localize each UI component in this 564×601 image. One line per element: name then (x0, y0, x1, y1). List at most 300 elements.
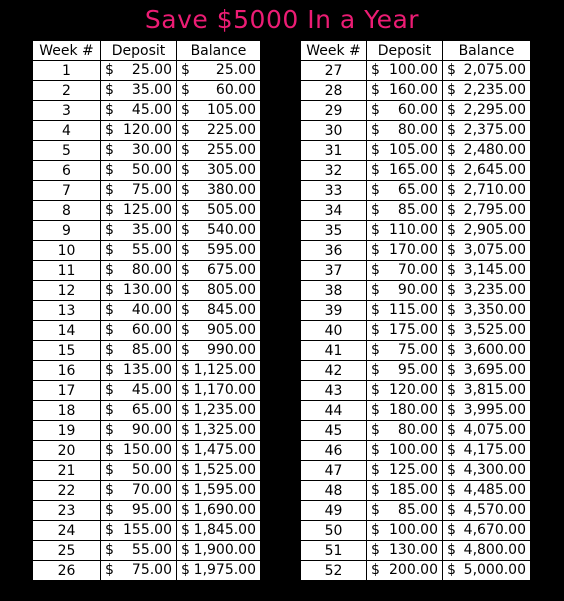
balance-cell (443, 321, 531, 341)
currency-symbol: $ (447, 502, 456, 518)
currency-symbol: $ (447, 82, 456, 98)
table-body (301, 61, 531, 581)
deposit-amount: 35.00 (131, 82, 172, 98)
currency-symbol: $ (105, 82, 114, 98)
balance-cell (177, 341, 261, 361)
currency-symbol: $ (181, 62, 190, 78)
currency-symbol: $ (181, 562, 190, 578)
week-number: 45 (301, 421, 367, 441)
currency-symbol: $ (447, 402, 456, 418)
balance-cell (177, 141, 261, 161)
deposit-cell (367, 481, 443, 501)
deposit-cell (101, 561, 177, 581)
table-row (301, 261, 531, 281)
balance-cell (177, 461, 261, 481)
currency-symbol: $ (371, 322, 380, 338)
deposit-amount: 95.00 (397, 362, 438, 378)
balance-amount: 595.00 (207, 242, 256, 258)
table-row (33, 61, 261, 81)
deposit-amount: 55.00 (131, 542, 172, 558)
currency-symbol: $ (105, 222, 114, 238)
currency-symbol: $ (105, 422, 114, 438)
balance-header: Balance (177, 41, 261, 61)
deposit-cell (367, 221, 443, 241)
balance-cell (443, 341, 531, 361)
balance-amount: 1,170.00 (193, 382, 256, 398)
table-row (33, 261, 261, 281)
deposit-amount: 95.00 (131, 502, 172, 518)
deposit-amount: 200.00 (389, 562, 438, 578)
week-number: 51 (301, 541, 367, 561)
week-number: 20 (33, 441, 101, 461)
currency-symbol: $ (371, 222, 380, 238)
currency-symbol: $ (447, 142, 456, 158)
balance-cell (443, 221, 531, 241)
currency-symbol: $ (447, 382, 456, 398)
balance-cell (177, 181, 261, 201)
balance-amount: 4,300.00 (463, 462, 526, 478)
table-row (301, 201, 531, 221)
balance-cell (177, 61, 261, 81)
currency-symbol: $ (181, 222, 190, 238)
deposit-cell (367, 461, 443, 481)
currency-symbol: $ (105, 442, 114, 458)
currency-symbol: $ (181, 102, 190, 118)
deposit-cell (367, 101, 443, 121)
week-number: 8 (33, 201, 101, 221)
deposit-cell (101, 61, 177, 81)
header-row (33, 41, 261, 61)
currency-symbol: $ (105, 242, 114, 258)
balance-cell (443, 461, 531, 481)
deposit-cell (101, 441, 177, 461)
deposit-amount: 170.00 (389, 242, 438, 258)
deposit-amount: 65.00 (131, 402, 172, 418)
table-row (301, 501, 531, 521)
table-row (33, 521, 261, 541)
header-row (301, 41, 531, 61)
balance-amount: 380.00 (207, 182, 256, 198)
currency-symbol: $ (105, 282, 114, 298)
deposit-cell (367, 281, 443, 301)
currency-symbol: $ (105, 142, 114, 158)
currency-symbol: $ (181, 502, 190, 518)
deposit-cell (101, 421, 177, 441)
deposit-amount: 40.00 (131, 302, 172, 318)
deposit-amount: 130.00 (123, 282, 172, 298)
balance-cell (443, 181, 531, 201)
currency-symbol: $ (447, 462, 456, 478)
currency-symbol: $ (105, 502, 114, 518)
deposit-cell (101, 181, 177, 201)
balance-cell (443, 141, 531, 161)
table-row (33, 301, 261, 321)
balance-amount: 905.00 (207, 322, 256, 338)
balance-cell (177, 521, 261, 541)
page-title: Save $5000 In a Year (144, 5, 420, 34)
deposit-amount: 100.00 (389, 522, 438, 538)
table-row (301, 161, 531, 181)
deposit-cell (367, 561, 443, 581)
table-row (33, 321, 261, 341)
week-number: 12 (33, 281, 101, 301)
week-number: 18 (33, 401, 101, 421)
balance-amount: 1,235.00 (193, 402, 256, 418)
balance-amount: 1,690.00 (193, 502, 256, 518)
deposit-amount: 85.00 (397, 202, 438, 218)
currency-symbol: $ (181, 322, 190, 338)
currency-symbol: $ (447, 522, 456, 538)
currency-symbol: $ (447, 182, 456, 198)
week-header: Week # (33, 41, 101, 61)
currency-symbol: $ (447, 102, 456, 118)
balance-amount: 805.00 (207, 282, 256, 298)
week-number: 4 (33, 121, 101, 141)
balance-amount: 4,670.00 (463, 522, 526, 538)
balance-cell (177, 281, 261, 301)
table-row (33, 361, 261, 381)
deposit-cell (101, 341, 177, 361)
deposit-cell (367, 181, 443, 201)
deposit-cell (367, 121, 443, 141)
currency-symbol: $ (447, 242, 456, 258)
table-row (33, 381, 261, 401)
week-number: 28 (301, 81, 367, 101)
table-row (301, 221, 531, 241)
table-row (33, 121, 261, 141)
balance-amount: 1,900.00 (193, 542, 256, 558)
table-row (33, 141, 261, 161)
deposit-amount: 90.00 (131, 422, 172, 438)
balance-header: Balance (443, 41, 531, 61)
currency-symbol: $ (371, 342, 380, 358)
week-number: 25 (33, 541, 101, 561)
deposit-cell (101, 201, 177, 221)
savings-table-weeks-27-52 (300, 40, 531, 581)
balance-amount: 2,235.00 (463, 82, 526, 98)
balance-cell (177, 261, 261, 281)
balance-cell (443, 561, 531, 581)
week-number: 44 (301, 401, 367, 421)
deposit-amount: 45.00 (131, 382, 172, 398)
balance-amount: 105.00 (207, 102, 256, 118)
balance-amount: 3,525.00 (463, 322, 526, 338)
currency-symbol: $ (447, 262, 456, 278)
table-row (301, 321, 531, 341)
currency-symbol: $ (105, 322, 114, 338)
deposit-cell (101, 521, 177, 541)
week-number: 19 (33, 421, 101, 441)
table-row (301, 381, 531, 401)
balance-cell (177, 241, 261, 261)
table-body (33, 61, 261, 581)
deposit-amount: 150.00 (123, 442, 172, 458)
deposit-amount: 120.00 (389, 382, 438, 398)
currency-symbol: $ (181, 82, 190, 98)
balance-cell (443, 501, 531, 521)
deposit-amount: 120.00 (123, 122, 172, 138)
deposit-cell (367, 361, 443, 381)
week-number: 22 (33, 481, 101, 501)
balance-cell (443, 541, 531, 561)
currency-symbol: $ (371, 522, 380, 538)
deposit-cell (367, 421, 443, 441)
week-number: 40 (301, 321, 367, 341)
currency-symbol: $ (371, 562, 380, 578)
balance-cell (443, 261, 531, 281)
currency-symbol: $ (105, 122, 114, 138)
table-row (301, 361, 531, 381)
week-number: 2 (33, 81, 101, 101)
deposit-cell (367, 261, 443, 281)
deposit-cell (367, 441, 443, 461)
week-number: 5 (33, 141, 101, 161)
balance-cell (177, 221, 261, 241)
balance-amount: 845.00 (207, 302, 256, 318)
table-row (33, 81, 261, 101)
currency-symbol: $ (181, 262, 190, 278)
currency-symbol: $ (105, 102, 114, 118)
deposit-amount: 75.00 (131, 562, 172, 578)
table-row (301, 401, 531, 421)
currency-symbol: $ (105, 202, 114, 218)
deposit-amount: 130.00 (389, 542, 438, 558)
week-number: 11 (33, 261, 101, 281)
currency-symbol: $ (181, 182, 190, 198)
balance-amount: 2,075.00 (463, 62, 526, 78)
balance-cell (177, 361, 261, 381)
week-number: 24 (33, 521, 101, 541)
week-number: 30 (301, 121, 367, 141)
table-row (33, 341, 261, 361)
balance-amount: 505.00 (207, 202, 256, 218)
balance-cell (443, 101, 531, 121)
deposit-amount: 155.00 (123, 522, 172, 538)
deposit-amount: 185.00 (389, 482, 438, 498)
balance-cell (443, 521, 531, 541)
deposit-cell (367, 401, 443, 421)
table-row (301, 141, 531, 161)
week-number: 23 (33, 501, 101, 521)
deposit-amount: 30.00 (131, 142, 172, 158)
balance-amount: 1,525.00 (193, 462, 256, 478)
deposit-cell (367, 81, 443, 101)
currency-symbol: $ (371, 142, 380, 158)
balance-amount: 2,710.00 (463, 182, 526, 198)
currency-symbol: $ (181, 282, 190, 298)
deposit-cell (367, 161, 443, 181)
deposit-amount: 35.00 (131, 222, 172, 238)
week-number: 33 (301, 181, 367, 201)
balance-cell (443, 121, 531, 141)
table-row (301, 281, 531, 301)
balance-cell (177, 481, 261, 501)
balance-amount: 2,375.00 (463, 122, 526, 138)
balance-amount: 1,125.00 (193, 362, 256, 378)
balance-amount: 3,695.00 (463, 362, 526, 378)
currency-symbol: $ (105, 522, 114, 538)
currency-symbol: $ (371, 502, 380, 518)
currency-symbol: $ (447, 342, 456, 358)
week-number: 21 (33, 461, 101, 481)
deposit-amount: 70.00 (397, 262, 438, 278)
deposit-cell (101, 161, 177, 181)
table-row (301, 461, 531, 481)
currency-symbol: $ (447, 542, 456, 558)
currency-symbol: $ (371, 82, 380, 98)
deposit-amount: 105.00 (389, 142, 438, 158)
table-row (33, 561, 261, 581)
balance-cell (177, 201, 261, 221)
currency-symbol: $ (447, 302, 456, 318)
currency-symbol: $ (371, 422, 380, 438)
table-row (33, 181, 261, 201)
balance-cell (443, 241, 531, 261)
currency-symbol: $ (181, 162, 190, 178)
currency-symbol: $ (105, 382, 114, 398)
week-number: 31 (301, 141, 367, 161)
balance-cell (443, 361, 531, 381)
balance-cell (443, 441, 531, 461)
currency-symbol: $ (371, 442, 380, 458)
balance-amount: 3,350.00 (463, 302, 526, 318)
balance-cell (443, 301, 531, 321)
currency-symbol: $ (181, 202, 190, 218)
deposit-amount: 50.00 (131, 162, 172, 178)
week-number: 14 (33, 321, 101, 341)
deposit-cell (367, 341, 443, 361)
deposit-amount: 60.00 (131, 322, 172, 338)
deposit-amount: 80.00 (397, 422, 438, 438)
deposit-amount: 45.00 (131, 102, 172, 118)
table-row (301, 521, 531, 541)
deposit-cell (367, 501, 443, 521)
balance-cell (177, 301, 261, 321)
currency-symbol: $ (181, 382, 190, 398)
deposit-cell (367, 301, 443, 321)
balance-cell (177, 541, 261, 561)
currency-symbol: $ (181, 482, 190, 498)
deposit-cell (101, 361, 177, 381)
deposit-amount: 65.00 (397, 182, 438, 198)
balance-amount: 5,000.00 (463, 562, 526, 578)
currency-symbol: $ (181, 362, 190, 378)
balance-cell (177, 501, 261, 521)
deposit-amount: 135.00 (123, 362, 172, 378)
balance-cell (443, 381, 531, 401)
balance-cell (443, 281, 531, 301)
currency-symbol: $ (181, 342, 190, 358)
balance-amount: 225.00 (207, 122, 256, 138)
currency-symbol: $ (371, 242, 380, 258)
deposit-amount: 70.00 (131, 482, 172, 498)
currency-symbol: $ (371, 402, 380, 418)
deposit-cell (101, 481, 177, 501)
currency-symbol: $ (371, 102, 380, 118)
deposit-cell (101, 281, 177, 301)
balance-amount: 255.00 (207, 142, 256, 158)
currency-symbol: $ (371, 282, 380, 298)
balance-amount: 1,475.00 (193, 442, 256, 458)
week-number: 50 (301, 521, 367, 541)
currency-symbol: $ (447, 442, 456, 458)
deposit-amount: 75.00 (397, 342, 438, 358)
balance-amount: 4,485.00 (463, 482, 526, 498)
balance-amount: 3,075.00 (463, 242, 526, 258)
balance-cell (177, 101, 261, 121)
deposit-amount: 25.00 (131, 62, 172, 78)
table-row (33, 161, 261, 181)
balance-cell (177, 321, 261, 341)
table-row (33, 241, 261, 261)
currency-symbol: $ (371, 542, 380, 558)
currency-symbol: $ (371, 262, 380, 278)
table-row (301, 301, 531, 321)
currency-symbol: $ (105, 302, 114, 318)
deposit-cell (101, 461, 177, 481)
week-number: 37 (301, 261, 367, 281)
deposit-cell (367, 321, 443, 341)
currency-symbol: $ (181, 122, 190, 138)
table-row (33, 221, 261, 241)
week-number: 38 (301, 281, 367, 301)
deposit-amount: 110.00 (389, 222, 438, 238)
deposit-amount: 125.00 (123, 202, 172, 218)
week-number: 32 (301, 161, 367, 181)
table-row (33, 281, 261, 301)
currency-symbol: $ (371, 302, 380, 318)
deposit-cell (101, 501, 177, 521)
week-number: 36 (301, 241, 367, 261)
balance-amount: 25.00 (215, 62, 256, 78)
balance-amount: 3,145.00 (463, 262, 526, 278)
balance-amount: 1,845.00 (193, 522, 256, 538)
week-number: 48 (301, 481, 367, 501)
table-row (301, 241, 531, 261)
currency-symbol: $ (105, 262, 114, 278)
deposit-amount: 75.00 (131, 182, 172, 198)
currency-symbol: $ (181, 422, 190, 438)
week-number: 13 (33, 301, 101, 321)
deposit-cell (101, 121, 177, 141)
currency-symbol: $ (371, 62, 380, 78)
table-row (33, 401, 261, 421)
currency-symbol: $ (447, 122, 456, 138)
currency-symbol: $ (105, 542, 114, 558)
currency-symbol: $ (371, 482, 380, 498)
week-number: 26 (33, 561, 101, 581)
deposit-amount: 55.00 (131, 242, 172, 258)
week-number: 16 (33, 361, 101, 381)
balance-cell (177, 161, 261, 181)
balance-amount: 2,480.00 (463, 142, 526, 158)
deposit-amount: 160.00 (389, 82, 438, 98)
currency-symbol: $ (181, 522, 190, 538)
week-number: 10 (33, 241, 101, 261)
balance-cell (443, 421, 531, 441)
currency-symbol: $ (447, 482, 456, 498)
currency-symbol: $ (371, 362, 380, 378)
currency-symbol: $ (181, 462, 190, 478)
deposit-amount: 100.00 (389, 62, 438, 78)
deposit-amount: 125.00 (389, 462, 438, 478)
currency-symbol: $ (105, 62, 114, 78)
currency-symbol: $ (447, 362, 456, 378)
week-number: 52 (301, 561, 367, 581)
currency-symbol: $ (447, 202, 456, 218)
balance-amount: 3,600.00 (463, 342, 526, 358)
currency-symbol: $ (105, 342, 114, 358)
